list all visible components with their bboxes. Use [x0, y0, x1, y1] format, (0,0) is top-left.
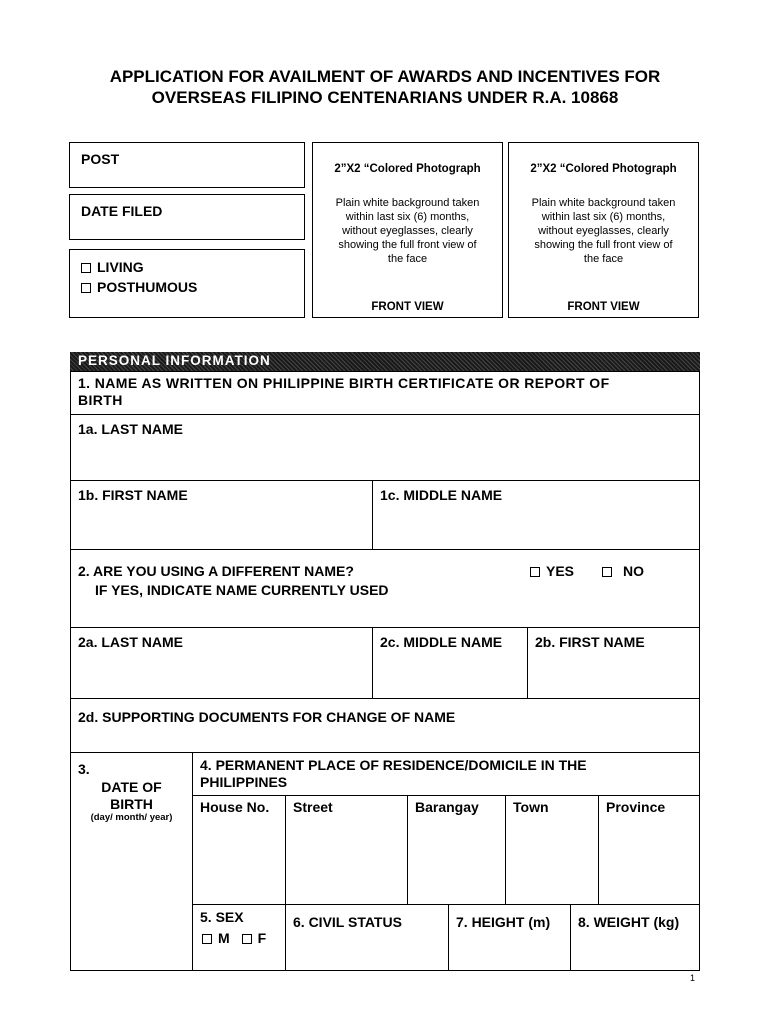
form-title-line1: APPLICATION FOR AVAILMENT OF AWARDS AND INCENTIVES FOR	[109, 67, 661, 86]
last-name-field[interactable]	[70, 414, 700, 481]
no-label: NO	[623, 563, 644, 579]
photo-desc-line: the face	[387, 253, 428, 265]
sex-label: 5. SEX	[200, 909, 244, 925]
q1-name-heading	[70, 371, 700, 415]
posthumous-label: POSTHUMOUS	[97, 279, 198, 295]
q1-label-line: 1. NAME AS WRITTEN ON PHILIPPINE BIRTH CERTIFICATE OR REPORT OF	[78, 375, 610, 391]
photo-desc-line: showing the full front view of	[338, 239, 477, 251]
residence-heading	[192, 752, 700, 796]
alt-last-name-field[interactable]	[70, 627, 373, 699]
alt-first-name-label: 2b. FIRST NAME	[535, 634, 645, 650]
no-option[interactable]	[602, 563, 644, 579]
q1-label-line: BIRTH	[78, 392, 123, 408]
q3-number: 3.	[78, 761, 90, 777]
photo-box-1[interactable]	[312, 142, 503, 318]
last-name-label: 1a. LAST NAME	[78, 421, 184, 437]
status-box	[69, 249, 305, 318]
front-view-label: FRONT VIEW	[567, 301, 640, 313]
alt-last-name-label: 2a. LAST NAME	[78, 634, 184, 650]
living-option[interactable]	[81, 259, 144, 275]
barangay-label: Barangay	[415, 799, 479, 815]
date-of-birth-line: BIRTH	[110, 796, 153, 812]
supporting-documents-field[interactable]	[70, 698, 700, 753]
post-field[interactable]	[69, 142, 305, 188]
q2-label-line2: IF YES, INDICATE NAME CURRENTLY USED	[95, 582, 389, 598]
civil-status-label: 6. CIVIL STATUS	[293, 914, 402, 930]
middle-name-label: 1c. MIDDLE NAME	[380, 487, 503, 503]
barangay-field[interactable]	[407, 795, 506, 905]
height-field[interactable]	[448, 904, 571, 971]
female-checkbox[interactable]	[242, 934, 252, 944]
yes-checkbox[interactable]	[530, 567, 540, 577]
residence-label	[200, 757, 587, 791]
photo-desc-line: without eyeglasses, clearly	[342, 225, 473, 237]
female-label: F	[257, 930, 267, 946]
male-label: M	[218, 930, 230, 946]
height-label: 7. HEIGHT (m)	[456, 914, 551, 930]
no-checkbox[interactable]	[602, 567, 612, 577]
supporting-documents-label: 2d. SUPPORTING DOCUMENTS FOR CHANGE OF NAME	[78, 709, 456, 725]
town-field[interactable]	[505, 795, 599, 905]
yes-label: YES	[546, 563, 575, 579]
residence-label-line: 4. PERMANENT PLACE OF RESIDENCE/DOMICILE IN THE	[200, 757, 587, 773]
date-filed-field[interactable]	[69, 194, 305, 240]
alt-middle-name-label: 2c. MIDDLE NAME	[380, 634, 503, 650]
posthumous-checkbox[interactable]	[81, 283, 91, 293]
civil-status-field[interactable]	[285, 904, 449, 971]
photo-desc-line: within last six (6) months,	[345, 211, 470, 223]
house-no-label: House No.	[200, 799, 270, 815]
different-name-question	[70, 549, 700, 628]
photo-title: 2”X2 “Colored Photograph	[530, 163, 677, 175]
date-format-hint: (day/ month/ year)	[90, 812, 173, 823]
province-field[interactable]	[598, 795, 700, 905]
date-of-birth-label	[71, 779, 192, 813]
residence-label-line: PHILIPPINES	[200, 774, 288, 790]
page-number: 1	[690, 973, 696, 983]
photo-box-2[interactable]	[508, 142, 699, 318]
photo-instructions	[509, 196, 698, 266]
living-label: LIVING	[97, 259, 144, 275]
q2-label-line1: 2. ARE YOU USING A DIFFERENT NAME?	[78, 563, 354, 579]
photo-desc-line: the face	[583, 253, 624, 265]
photo-desc-line: within last six (6) months,	[541, 211, 666, 223]
yes-option[interactable]	[530, 563, 574, 579]
town-label: Town	[513, 799, 549, 815]
photo-desc-line: Plain white background taken	[335, 197, 480, 209]
date-filed-label: DATE FILED	[81, 203, 163, 219]
sex-field	[192, 904, 286, 971]
living-checkbox[interactable]	[81, 263, 91, 273]
province-label: Province	[606, 799, 666, 815]
personal-information-header: PERSONAL INFORMATION	[70, 352, 700, 371]
date-of-birth-line: DATE OF	[101, 779, 162, 795]
weight-field[interactable]	[570, 904, 700, 971]
house-no-field[interactable]	[192, 795, 286, 905]
posthumous-option[interactable]	[81, 279, 197, 295]
street-label: Street	[293, 799, 333, 815]
photo-desc-line: Plain white background taken	[531, 197, 676, 209]
first-name-field[interactable]	[70, 480, 373, 550]
photo-desc-line: without eyeglasses, clearly	[538, 225, 669, 237]
first-name-label: 1b. FIRST NAME	[78, 487, 188, 503]
male-checkbox[interactable]	[202, 934, 212, 944]
photo-instructions	[313, 196, 502, 266]
front-view-label: FRONT VIEW	[371, 301, 444, 313]
form-title-line2: OVERSEAS FILIPINO CENTENARIANS UNDER R.A. 10868	[151, 88, 619, 107]
sex-options	[202, 930, 266, 946]
form-title	[0, 66, 770, 108]
alt-middle-name-field[interactable]	[372, 627, 528, 699]
weight-label: 8. WEIGHT (kg)	[578, 914, 680, 930]
photo-title: 2”X2 “Colored Photograph	[334, 163, 481, 175]
alt-first-name-field[interactable]	[527, 627, 700, 699]
street-field[interactable]	[285, 795, 408, 905]
photo-desc-line: showing the full front view of	[534, 239, 673, 251]
q1-label	[78, 375, 610, 409]
middle-name-field[interactable]	[372, 480, 700, 550]
post-label: POST	[81, 151, 120, 167]
date-of-birth-field[interactable]	[70, 752, 193, 971]
